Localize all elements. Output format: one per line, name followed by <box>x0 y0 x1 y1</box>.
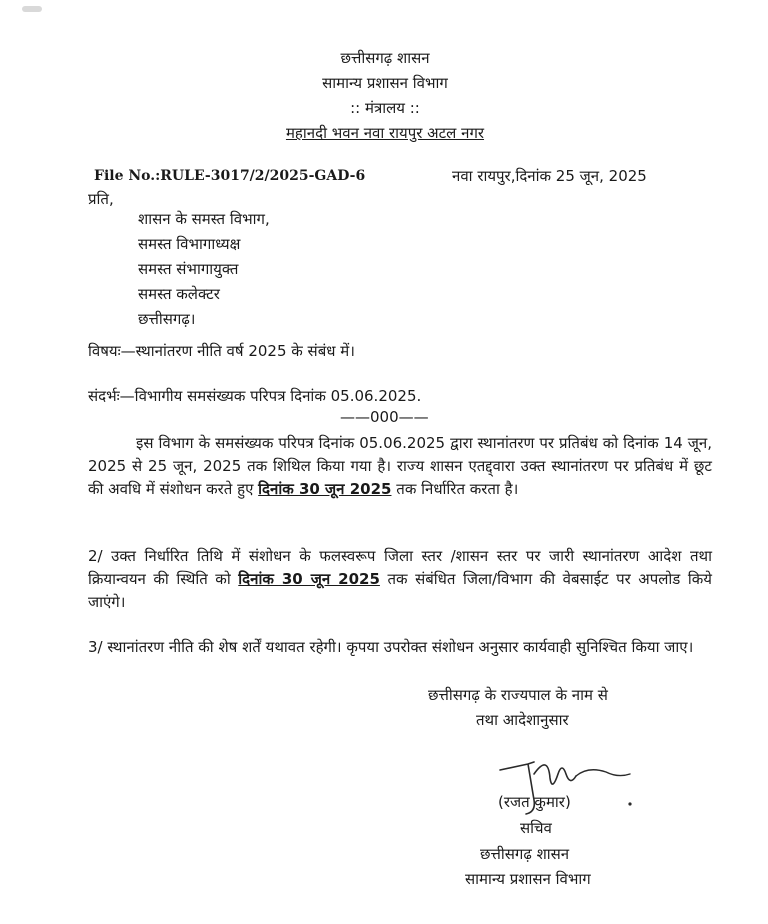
signatory-name: (रजत कुमार) <box>498 793 571 811</box>
paragraph-1-text: इस विभाग के समसंख्यक परिपत्र दिनांक 05.06.2025 द्वारा स्थानांतरण पर प्रतिबंध को दिनांक 14 जून, 2025 से 25 जून, 2025 तक शिथिल किया गया है। राज्य शासन एतद्द्वारा उक्त स्थानांतरण पर प्रतिबंध में छूट की अवधि में संशोधन करते हुए <box>88 434 712 498</box>
paragraph-2-text: 2/ उक्त निर्धारित तिथि में संशोधन के फलस्वरूप जिला स्तर /शासन स्तर पर जारी स्थानांतरण आदेश तथा क्रियान्वयन की स्थिति को <box>88 547 712 588</box>
paragraph-2 <box>88 545 712 614</box>
reference-line: संदर्भः—विभागीय समसंख्यक परिपत्र दिनांक 05.06.2025. <box>88 387 422 405</box>
signatory-org-1: छत्तीसगढ़ शासन <box>480 845 570 863</box>
recipient-1: शासन के समस्त विभाग, <box>138 210 270 228</box>
file-number: File No.:RULE-3017/2/2025-GAD-6 <box>94 168 366 184</box>
to-label: प्रति, <box>88 190 114 208</box>
closing-line-2: तथा आदेशानुसार <box>476 711 569 729</box>
separator: ——000—— <box>340 408 429 426</box>
paragraph-1-date-highlight: दिनांक 30 जून 2025 <box>258 480 392 498</box>
header-department: सामान्य प्रशासन विभाग <box>322 74 448 92</box>
recipient-2: समस्त विभागाध्यक्ष <box>138 235 241 253</box>
issue-date: नवा रायपुर,दिनांक 25 जून, 2025 <box>452 167 647 185</box>
header-address: महानदी भवन नवा रायपुर अटल नगर <box>285 124 485 142</box>
closing-line-1: छत्तीसगढ़ के राज्यपाल के नाम से <box>428 686 608 704</box>
recipient-5: छत्तीसगढ़। <box>138 310 196 328</box>
recipient-3: समस्त संभागायुक्त <box>138 260 239 278</box>
scan-speck <box>22 6 42 12</box>
header-ministry: :: मंत्रालय :: <box>350 99 420 117</box>
subject-line: विषयः—स्थानांतरण नीति वर्ष 2025 के संबंध में। <box>88 342 355 360</box>
paragraph-2-tail: तक संबंधित जिला/विभाग की वेबसाईट पर अपलोड किये जाएंगे। <box>88 570 712 611</box>
signatory-org-2: सामान्य प्रशासन विभाग <box>465 870 591 888</box>
paragraph-1 <box>88 432 712 501</box>
paragraph-2-date-highlight: दिनांक 30 जून 2025 <box>238 570 380 588</box>
recipient-4: समस्त कलेक्टर <box>138 285 220 303</box>
signatory-designation: सचिव <box>520 819 552 837</box>
paragraph-3-text: 3/ स्थानांतरण नीति की शेष शर्तें यथावत रहेगी। कृपया उपरोक्त संशोधन अनुसार कार्यवाही सुनिश्चित किया जाए। <box>88 638 694 656</box>
header-govt: छत्तीसगढ़ शासन <box>340 49 430 67</box>
paragraph-1-tail: तक निर्धारित करता है। <box>396 480 519 498</box>
paragraph-3 <box>88 636 712 659</box>
